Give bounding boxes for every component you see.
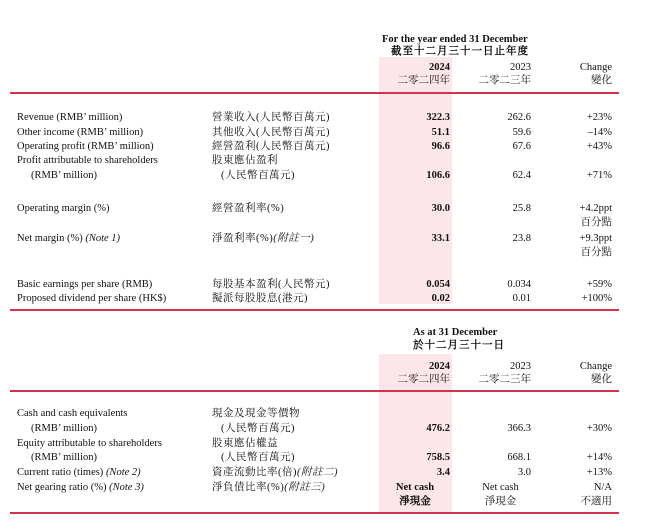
col-2023: 2023 <box>510 62 531 73</box>
row-label-zh <box>212 482 325 494</box>
value-change: +9.3ppt <box>579 233 612 244</box>
section1-header-zh: 截至十二月三十一日止年度 <box>391 46 529 57</box>
note-ref-zh: (附註二) <box>297 467 338 478</box>
value-2024: 0.054 <box>426 279 450 290</box>
value-2024: 322.3 <box>426 112 450 123</box>
section2-header-zh: 於十二月三十一日 <box>413 340 505 351</box>
col-2024: 2024 <box>429 62 450 73</box>
col-2023-zh: 二零二三年 <box>478 75 531 86</box>
value-change: +4.2ppt <box>579 203 612 214</box>
row-label-text: Net gearing ratio (%) <box>17 482 107 493</box>
note-ref: (Note 2) <box>105 467 141 478</box>
value-change-zh: 百分點 <box>580 217 612 228</box>
value-2024-zh: 淨現金 <box>399 496 431 507</box>
col-2023-zh: 二零二三年 <box>478 374 531 385</box>
section2-bottom-rule <box>10 512 619 514</box>
value-2023: 262.6 <box>507 112 531 123</box>
value-change: –14% <box>587 127 612 138</box>
value-2023: 668.1 <box>507 452 531 463</box>
row-label-zh-text: 淨負債比率(%) <box>212 482 285 493</box>
value-2024: 33.1 <box>431 233 450 244</box>
row-label <box>17 233 120 245</box>
row-label: Proposed dividend per share (HK$) <box>17 293 167 304</box>
note-ref-zh: (附註一) <box>273 233 315 244</box>
note-ref: (Note 3) <box>109 482 144 493</box>
value-2023: 23.8 <box>512 233 531 244</box>
col-2023: 2023 <box>510 361 531 372</box>
value-2023: 25.8 <box>512 203 531 214</box>
row-label-zh: 每股基本盈利(人民幣元) <box>212 279 330 290</box>
row-label-zh-text: 淨盈利率(%) <box>212 233 274 244</box>
value-2023: 3.0 <box>517 467 531 478</box>
value-change: +59% <box>586 279 612 290</box>
value-2023: 67.6 <box>512 141 531 152</box>
row-label: Profit attributable to shareholders <box>17 155 158 166</box>
value-2024: 3.4 <box>436 467 450 478</box>
value-2023: 62.4 <box>512 170 531 181</box>
col-change: Change <box>579 62 612 73</box>
row-label-zh-text: 資產流動比率(倍) <box>212 467 297 478</box>
row-label-zh-line2: (人民幣百萬元) <box>221 423 295 434</box>
row-label-zh: 經營盈利(人民幣百萬元) <box>212 141 330 152</box>
row-label-zh: 營業收入(人民幣百萬元) <box>212 112 330 123</box>
row-label-line2: (RMB’ million) <box>31 170 98 181</box>
section1-header-en: For the year ended 31 December <box>382 34 528 45</box>
value-change: +43% <box>586 141 612 152</box>
row-label: Other income (RMB’ million) <box>17 127 144 138</box>
value-2023: 0.034 <box>507 279 531 290</box>
value-2024: 0.02 <box>431 293 450 304</box>
row-label-zh: 股東應佔權益 <box>212 438 278 449</box>
row-label <box>17 467 141 479</box>
row-label-zh: 現金及現金等價物 <box>212 408 300 419</box>
value-2023: Net cash <box>482 482 519 493</box>
value-change: +30% <box>586 423 612 434</box>
row-label: Operating profit (RMB’ million) <box>17 141 154 152</box>
row-label: Cash and cash equivalents <box>17 408 128 419</box>
value-change: +100% <box>581 293 612 304</box>
value-2023: 59.6 <box>512 127 531 138</box>
value-change: +13% <box>586 467 612 478</box>
col-2024: 2024 <box>429 361 450 372</box>
value-2024: Net cash <box>395 482 435 493</box>
value-2024: 51.1 <box>431 127 450 138</box>
value-2023: 366.3 <box>507 423 531 434</box>
value-2024: 30.0 <box>431 203 450 214</box>
value-2024: 106.6 <box>426 170 450 181</box>
value-change-zh: 不適用 <box>580 496 612 507</box>
row-label: Basic earnings per share (RMB) <box>17 279 153 290</box>
section1-bottom-rule <box>10 309 619 311</box>
value-2024: 476.2 <box>426 423 450 434</box>
row-label-text: Net margin (%) <box>17 233 83 244</box>
section2-divider <box>10 390 619 392</box>
row-label-text: Current ratio (times) <box>17 467 104 478</box>
row-label-zh <box>212 467 338 479</box>
value-2024: 96.6 <box>431 141 450 152</box>
row-label-zh: 股東應佔盈利 <box>212 155 278 166</box>
note-ref-zh: (附註三) <box>284 482 326 493</box>
col-2024-zh: 二零二四年 <box>397 374 450 385</box>
row-label-line2: (RMB’ million) <box>31 452 98 463</box>
col-change-zh: 變化 <box>591 374 612 385</box>
row-label-line2: (RMB’ million) <box>31 423 98 434</box>
row-label <box>17 482 144 494</box>
value-2023-zh: 淨現金 <box>484 496 517 507</box>
col-change: Change <box>579 361 612 372</box>
row-label: Operating margin (%) <box>17 203 110 214</box>
value-change: +71% <box>586 170 612 181</box>
value-change: N/A <box>593 482 612 493</box>
row-label-zh-line2: (人民幣百萬元) <box>221 452 295 463</box>
row-label-zh-line2: (人民幣百萬元) <box>221 170 295 181</box>
value-change: +23% <box>586 112 612 123</box>
section2-header-en: As at 31 December <box>413 327 498 338</box>
section1-divider <box>10 92 619 94</box>
row-label-zh: 經營盈利率(%) <box>212 203 285 214</box>
col-2024-zh: 二零二四年 <box>397 75 450 86</box>
row-label: Revenue (RMB’ million) <box>17 112 123 123</box>
value-2023: 0.01 <box>512 293 531 304</box>
value-change-zh: 百分點 <box>580 247 612 258</box>
value-change: +14% <box>586 452 612 463</box>
col-change-zh: 變化 <box>591 75 612 86</box>
row-label-zh: 擬派每股股息(港元) <box>212 293 308 304</box>
row-label-zh: 其他收入(人民幣百萬元) <box>212 127 330 138</box>
value-2024: 758.5 <box>426 452 450 463</box>
row-label-zh <box>212 233 314 245</box>
row-label: Equity attributable to shareholders <box>17 438 162 449</box>
note-ref: (Note 1) <box>85 233 121 244</box>
